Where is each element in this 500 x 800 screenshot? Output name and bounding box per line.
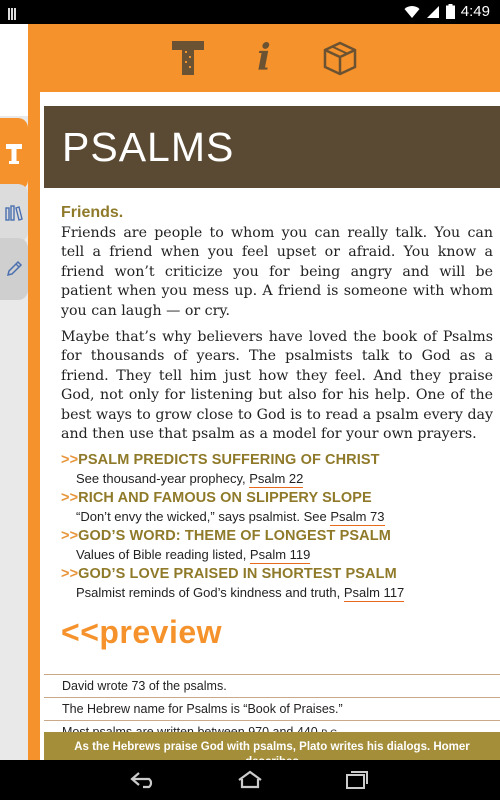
double-arrow-icon: >> [61,566,79,583]
info-button[interactable] [241,35,287,81]
related-link[interactable] [61,490,493,524]
link-heading: PSALM PREDICTS SUFFERING OF CHRIST [78,452,380,469]
fact-row: David wrote 73 of the psalms. [44,674,500,697]
double-arrow-icon: >> [61,528,79,545]
scripture-ref-link[interactable]: Psalm 22 [249,471,304,487]
related-link[interactable] [61,566,493,600]
footer-text: As the Hebrews praise God with psalms, Plato writes his dialogs. Homer [74,741,470,753]
double-arrow-icon: >> [61,490,79,507]
box-icon [322,40,358,76]
app-container [0,24,500,760]
related-link[interactable] [61,528,493,562]
link-description: Values of Bible reading listed, [76,547,250,563]
link-heading: GOD’S LOVE PRAISED IN SHORTEST PSALM [78,566,397,583]
scripture-ref-link[interactable]: Psalm 73 [330,509,385,525]
side-tab-library[interactable] [0,184,28,242]
recent-apps-button[interactable] [342,768,372,792]
cellular-icon [426,5,440,19]
info-icon: i [257,37,271,79]
box-button[interactable] [317,35,363,81]
side-tab-rail [0,24,28,760]
side-tab-notes[interactable] [0,238,28,300]
t-bookmark-button[interactable] [165,35,211,81]
double-arrow-icon: >> [61,452,79,469]
notification-barcode-icon [8,5,22,19]
content-frame [28,24,500,760]
t-bookmark-icon [171,39,205,77]
battery-icon [446,4,455,19]
related-link[interactable] [61,452,493,486]
preview-heading: <<preview [61,614,223,651]
library-icon [5,205,23,221]
side-tab-text[interactable] [0,118,28,190]
section-subhead: Friends. [61,204,124,221]
status-bar [0,0,500,24]
fact-row: The Hebrew name for Psalms is “Book of Praises.” [44,697,500,720]
page-title: PSALMS [62,124,235,170]
article-page[interactable] [40,92,500,760]
link-description: See thousand-year prophecy, [76,471,250,487]
article-body [61,196,493,655]
status-icons [404,3,490,20]
recent-apps-icon [345,770,369,790]
scripture-ref-link[interactable]: Psalm 117 [343,585,405,601]
pencil-icon [5,260,23,278]
home-icon [236,771,264,789]
t-tab-icon [6,143,22,165]
link-heading: GOD’S WORD: THEME OF LONGEST PSALM [78,528,391,545]
top-toolbar [28,24,500,92]
paragraph: Maybe that’s why believers have loved the book of Psalms for thousands of years. The psalmists talk to God as a friend. They tell him just how they feel. And they praise God, not only for listening but also for his help. One of the best ways to grow close to God is to read a psalm every day and then use that psalm as a model for your own prayers. [61,329,493,443]
home-button[interactable] [235,768,265,792]
title-bar [44,106,500,188]
scripture-ref-link[interactable]: Psalm 119 [249,547,311,563]
wifi-icon [404,5,420,19]
back-button[interactable] [128,768,158,792]
link-description: Psalmist reminds of God’s kindness and truth, [76,585,344,601]
related-links [61,452,493,600]
paragraph: Friends are people to whom you can really talk. You can tell a friend when you feel upset or afraid. You know a friend won’t criticize you for being angry and will be patient when you mess up. A friend is someone with whom you can laugh — or cry. [61,225,493,319]
link-heading: RICH AND FAMOUS ON SLIPPERY SLOPE [78,490,372,507]
link-description: “Don’t envy the wicked,” says psalmist. See [76,509,331,525]
clock-time: 4:49 [460,3,490,20]
back-icon [129,771,157,789]
navigation-bar [0,760,500,800]
